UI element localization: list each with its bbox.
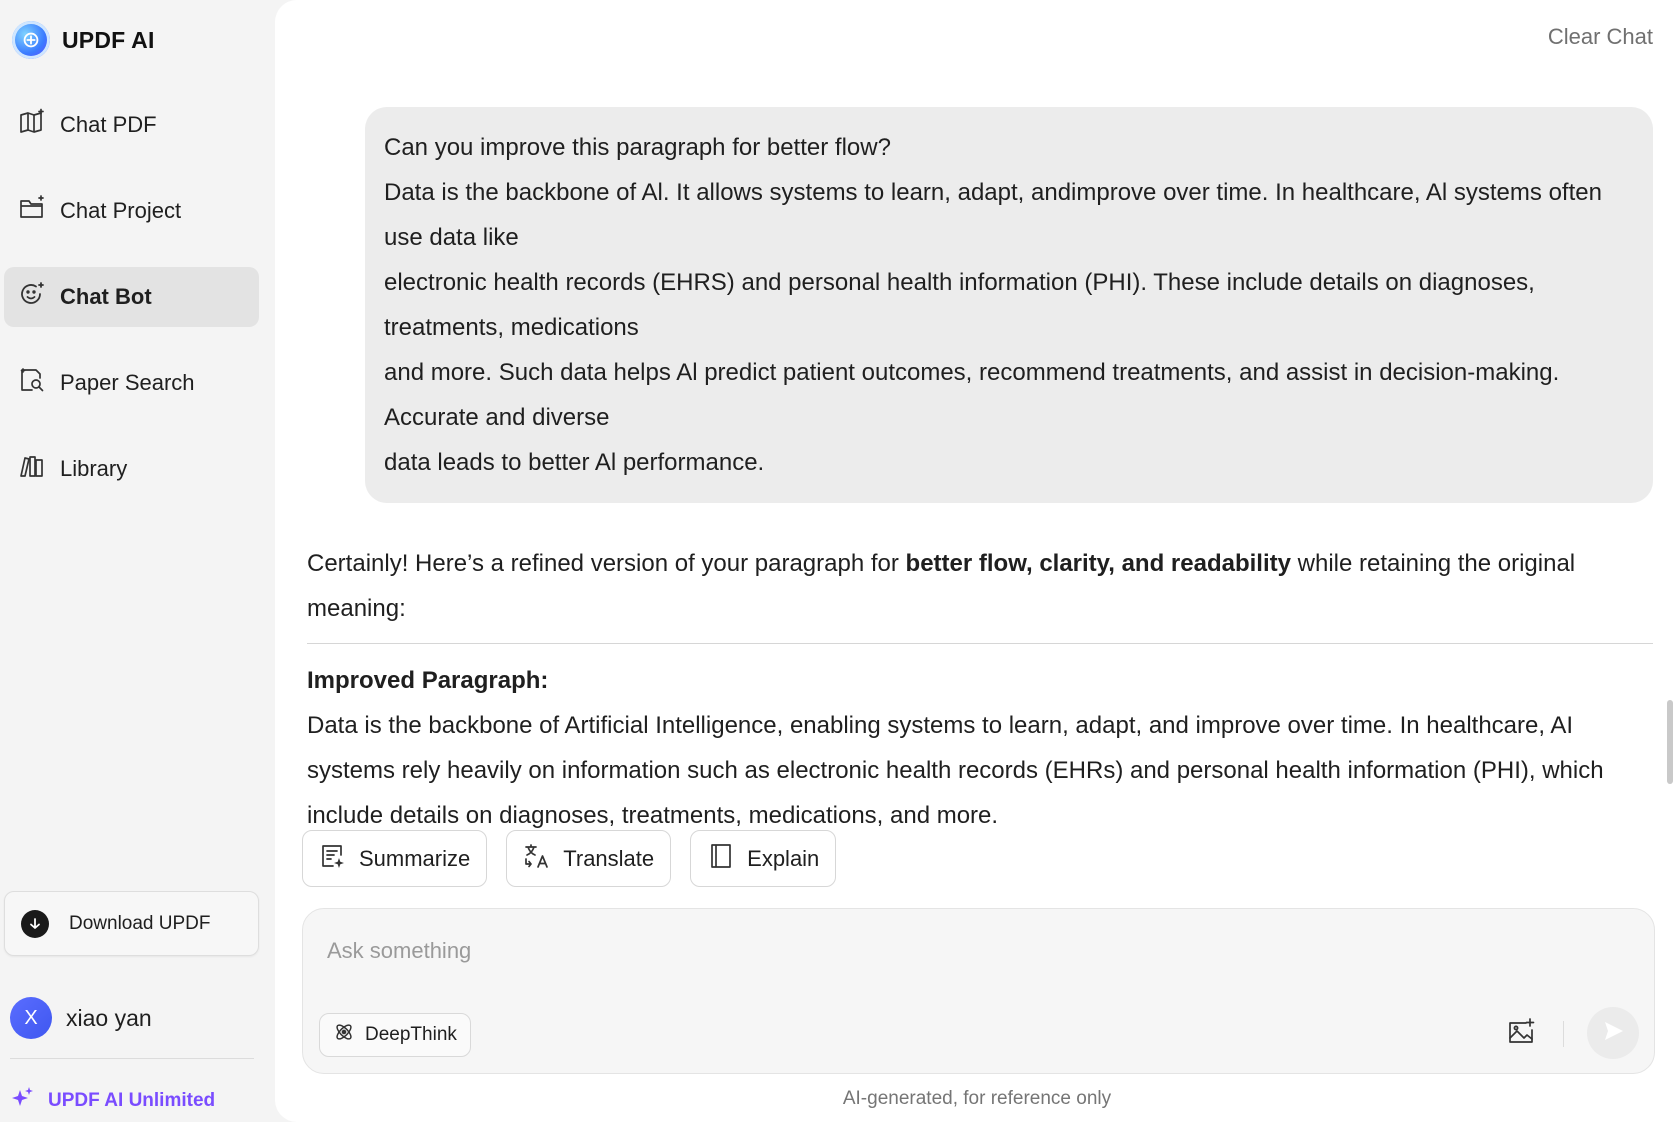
translate-button[interactable] bbox=[506, 830, 671, 887]
unlimited-label: UPDF AI Unlimited bbox=[48, 1090, 216, 1111]
sidebar-divider bbox=[10, 1058, 254, 1059]
sidebar bbox=[0, 0, 275, 1122]
download-label: Download UPDF bbox=[69, 912, 211, 934]
sparkle-icon bbox=[10, 1085, 36, 1117]
sidebar-item-chat-project[interactable] bbox=[4, 181, 259, 241]
ai-disclaimer: AI-generated, for reference only bbox=[842, 1088, 1112, 1109]
composer-divider bbox=[1563, 1021, 1564, 1047]
user-message-line: data leads to better Al performance. bbox=[384, 449, 765, 476]
image-sparkle-icon bbox=[1506, 1017, 1536, 1052]
atom-icon bbox=[333, 1021, 355, 1049]
translate-icon bbox=[523, 842, 551, 876]
user-message-line: electronic health records (EHRS) and personal health information (PHI). These include details on diagnoses, treatments, medications bbox=[384, 269, 1542, 341]
sidebar-item-paper-search[interactable] bbox=[4, 353, 259, 413]
summarize-button[interactable] bbox=[302, 830, 487, 887]
user-message-line: and more. Such data helps Al predict patient outcomes, recommend treatments, and assist in decision-making. Accurate and diverse bbox=[384, 359, 1565, 431]
sidebar-item-chat-pdf[interactable] bbox=[4, 95, 259, 155]
brand-name: UPDF AI bbox=[62, 26, 155, 53]
brand[interactable] bbox=[12, 18, 155, 62]
document-search-icon bbox=[18, 366, 46, 400]
updf-ai-logo-icon bbox=[12, 21, 50, 59]
book-icon bbox=[707, 842, 735, 876]
deepthink-label: DeepThink bbox=[365, 1024, 457, 1045]
send-icon bbox=[1600, 1018, 1626, 1049]
book-sparkle-icon bbox=[18, 108, 46, 142]
translate-label: Translate bbox=[563, 845, 655, 871]
send-button[interactable] bbox=[1587, 1007, 1639, 1059]
chat-messages[interactable] bbox=[307, 105, 1662, 829]
reply-divider bbox=[307, 643, 1653, 644]
library-books-icon bbox=[18, 452, 46, 486]
message-composer bbox=[302, 908, 1655, 1074]
bot-face-icon bbox=[18, 280, 46, 314]
folder-sparkle-icon bbox=[18, 194, 46, 228]
avatar: X bbox=[10, 997, 52, 1039]
user-name: xiao yan bbox=[66, 1004, 152, 1031]
download-updf-button[interactable] bbox=[4, 891, 259, 956]
ai-reply-intro: Certainly! Here’s a refined version of your paragraph for better flow, clarity, and readability while retaining the original meaning: bbox=[307, 550, 1576, 622]
quick-actions bbox=[302, 830, 836, 887]
image-upload-button[interactable] bbox=[1503, 1016, 1539, 1052]
chat-panel bbox=[275, 0, 1679, 1122]
summarize-label: Summarize bbox=[359, 845, 471, 871]
user-profile[interactable] bbox=[10, 997, 152, 1039]
improved-paragraph-body: Data is the backbone of Artificial Intelligence, enabling systems to learn, adapt, and improve over time. In healthcare, AI systems rely heavily on information such as electronic health records (EHRs) and personal health information (PHI), which include details on diagnoses, treatments, medications, and more. bbox=[307, 712, 1604, 829]
sidebar-item-label: Chat Bot bbox=[60, 284, 152, 309]
clear-chat-button[interactable]: Clear Chat bbox=[1547, 24, 1653, 49]
user-message-bubble bbox=[365, 107, 1653, 503]
deepthink-toggle[interactable] bbox=[319, 1013, 471, 1057]
chat-scrollbar[interactable] bbox=[1667, 700, 1673, 784]
user-message-line: Data is the backbone of Al. It allows systems to learn, adapt, andimprove over time. In healthcare, Al systems often use data like bbox=[384, 179, 1609, 251]
sidebar-item-chat-bot[interactable] bbox=[4, 267, 259, 327]
download-icon bbox=[21, 910, 49, 938]
ai-reply-message bbox=[307, 541, 1655, 838]
sidebar-item-label: Chat Project bbox=[60, 198, 182, 223]
upgrade-unlimited-link[interactable] bbox=[10, 1085, 215, 1117]
sidebar-nav bbox=[4, 95, 259, 525]
sidebar-item-label: Library bbox=[60, 456, 128, 481]
explain-label: Explain bbox=[747, 845, 820, 871]
ask-input[interactable] bbox=[327, 933, 1527, 969]
improved-paragraph-heading: Improved Paragraph: bbox=[307, 667, 549, 694]
sidebar-item-library[interactable] bbox=[4, 439, 259, 499]
sidebar-item-label: Paper Search bbox=[60, 370, 195, 395]
user-message-line: Can you improve this paragraph for better flow? bbox=[384, 134, 891, 161]
explain-button[interactable] bbox=[690, 830, 836, 887]
sidebar-item-label: Chat PDF bbox=[60, 112, 157, 137]
summarize-icon bbox=[319, 842, 347, 876]
